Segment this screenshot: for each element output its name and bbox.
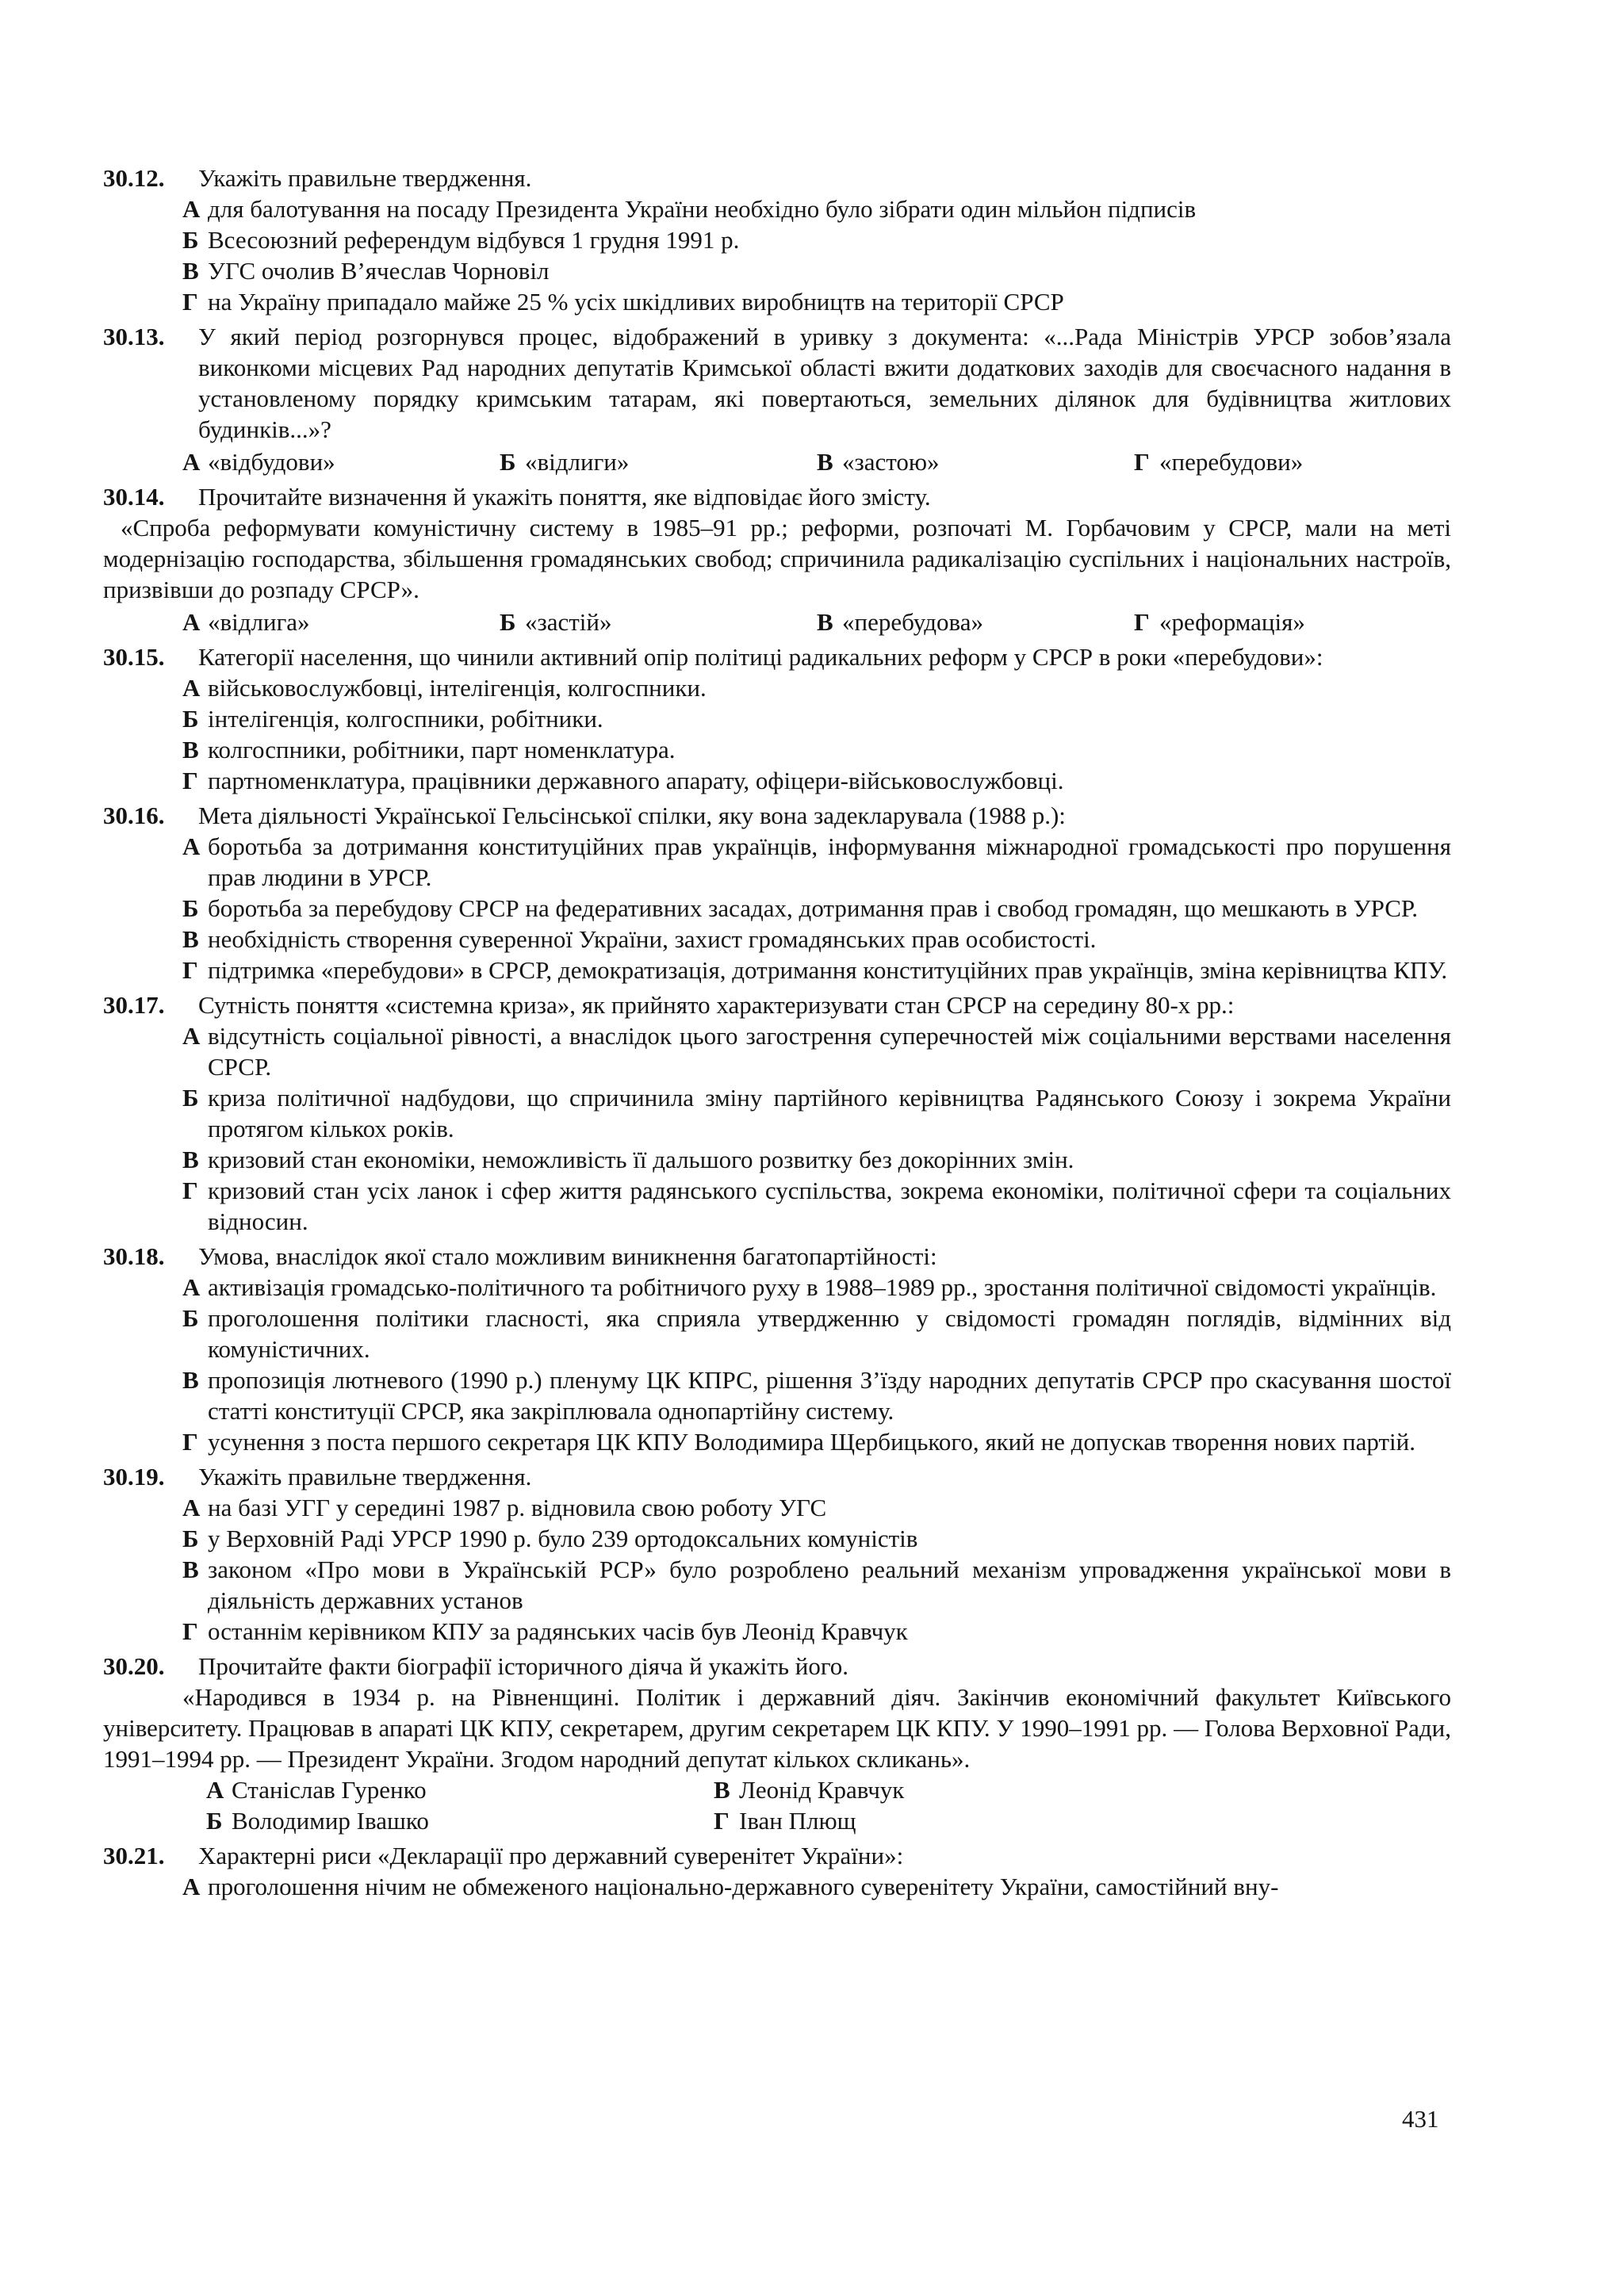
option-text: «застою» xyxy=(842,448,940,476)
question-prompt: Умова, внаслідок якої стало можливим виникнення багатопартійності: xyxy=(198,1242,937,1270)
option-letter: А xyxy=(182,448,201,476)
answer-option[interactable] xyxy=(182,446,500,477)
answer-option[interactable] xyxy=(182,1364,1451,1426)
option-text: «застій» xyxy=(525,608,612,636)
answer-option[interactable] xyxy=(1134,607,1451,637)
answer-options xyxy=(182,1020,1451,1237)
option-text: кризовий стан економіки, неможливість її дальшого розвитку без докорінних змін. xyxy=(208,1146,1074,1173)
answer-option[interactable] xyxy=(500,446,817,477)
option-letter: А xyxy=(182,1273,201,1301)
question-number: 30.16. xyxy=(103,802,165,829)
option-text: проголошення політики гласності, яка сприяла утвердженню у свідомості громадян поглядів, відмінних від комуністичних. xyxy=(208,1304,1451,1363)
option-letter: А xyxy=(182,1494,201,1521)
option-letter: А xyxy=(182,674,201,702)
option-text: «відлига» xyxy=(208,608,310,636)
option-text: для балотування на посаду Президента України необхідно було зібрати один мільйон підписів xyxy=(208,195,1197,223)
option-text: активізація громадсько-політичного та робітничого руху в 1988–1989 рр., зростання політичної свідомості українців. xyxy=(208,1273,1437,1301)
option-letter: Б xyxy=(182,705,199,733)
answer-options xyxy=(182,672,1451,796)
option-letter: Б xyxy=(500,448,516,476)
option-text: Іван Плющ xyxy=(739,1807,856,1835)
answer-options xyxy=(182,1871,1451,1902)
option-letter: Б xyxy=(182,894,199,922)
option-letter: В xyxy=(714,1776,730,1804)
option-letter: Г xyxy=(182,767,198,794)
answer-option[interactable] xyxy=(206,1774,714,1805)
answer-option[interactable] xyxy=(182,1144,1451,1175)
option-letter: Б xyxy=(182,1304,199,1332)
question-prompt: У який період розгорнувся процес, відображений в уривку з документа: «...Рада Міністрів УРСР зобов’язала виконкоми місцевих Рад народних депутатів Кримської області вжити додаткових заходів для своєчасного надання в установленому порядку кримським татарам, які повертаються, земельних ділянок для будівництва житлових будинків...»? xyxy=(198,323,1451,443)
question-30-15 xyxy=(103,641,1451,796)
answer-option[interactable] xyxy=(500,607,817,637)
option-text: кризовий стан усіх ланок і сфер життя радянського суспільства, зокрема економіки, політичної сфери та соціальних відносин. xyxy=(208,1177,1451,1235)
question-30-20 xyxy=(103,1651,1451,1836)
question-number: 30.18. xyxy=(103,1242,165,1270)
option-text: на Україну припадало майже 25 % усіх шкідливих виробництв на території СРСР xyxy=(208,288,1064,316)
answer-option[interactable] xyxy=(182,1426,1451,1457)
answer-option[interactable] xyxy=(182,255,1451,286)
option-letter: В xyxy=(182,925,199,953)
question-number: 30.17. xyxy=(103,991,165,1019)
question-prompt: Характерні риси «Декларації про державний суверенітет України»: xyxy=(198,1842,904,1869)
answer-option[interactable] xyxy=(182,924,1451,955)
option-text: останнім керівником КПУ за радянських часів був Леонід Кравчук xyxy=(208,1617,908,1645)
option-letter: Г xyxy=(182,956,198,984)
option-letter: А xyxy=(182,832,201,860)
answer-option[interactable] xyxy=(182,1020,1451,1082)
option-letter: А xyxy=(182,1873,201,1900)
option-text: Станіслав Гуренко xyxy=(232,1776,427,1804)
option-letter: Г xyxy=(1134,608,1150,636)
option-letter: А xyxy=(182,1022,201,1050)
option-text: підтримка «перебудови» в СРСР, демократизація, дотримання конституційних прав українців, зміна керівництва КПУ. xyxy=(208,956,1448,984)
answer-option[interactable] xyxy=(182,1871,1451,1902)
option-letter: Б xyxy=(182,226,199,254)
option-text: Леонід Кравчук xyxy=(739,1776,905,1804)
option-letter: Г xyxy=(1134,448,1150,476)
option-letter: Г xyxy=(182,1428,198,1456)
option-letter: Б xyxy=(182,1525,199,1552)
answer-option[interactable] xyxy=(182,672,1451,703)
question-number: 30.12. xyxy=(103,164,165,192)
answer-options xyxy=(182,193,1451,317)
option-letter: В xyxy=(182,257,199,285)
answer-option[interactable] xyxy=(182,831,1451,893)
answer-option[interactable] xyxy=(182,1492,1451,1523)
page-number: 431 xyxy=(1402,2105,1439,2133)
answer-option[interactable] xyxy=(182,765,1451,796)
answer-option[interactable] xyxy=(714,1774,1221,1805)
option-text: УГС очолив В’ячеслав Чорновіл xyxy=(208,257,550,285)
answer-option[interactable] xyxy=(182,1082,1451,1144)
option-text: пропозиція лютневого (1990 р.) пленуму ЦК КПРС, рішення З’їзду народних депутатів СРСР про скасування шостої статті конституції СРСР, яка закріплювала однопартійну систему. xyxy=(208,1366,1451,1425)
answer-option[interactable] xyxy=(817,607,1134,637)
option-text: криза політичної надбудови, що спричинила зміну партійного керівництва Радянського Союзу і зокрема України протягом кількох років. xyxy=(208,1084,1451,1142)
option-text: на базі УГГ у середині 1987 р. відновила свою роботу УГС xyxy=(208,1494,827,1521)
answer-options xyxy=(182,607,1451,637)
answer-option[interactable] xyxy=(182,286,1451,317)
answer-option[interactable] xyxy=(182,1272,1451,1303)
option-letter: А xyxy=(206,1776,224,1804)
answer-option[interactable] xyxy=(182,703,1451,734)
option-text: у Верховній Раді УРСР 1990 р. було 239 ортодоксальних комуністів xyxy=(208,1525,918,1552)
option-text: «реформація» xyxy=(1159,608,1305,636)
answer-options xyxy=(182,831,1451,985)
question-30-12 xyxy=(103,163,1451,317)
option-letter: А xyxy=(182,195,201,223)
question-30-13 xyxy=(103,321,1451,477)
answer-options xyxy=(182,1272,1451,1457)
question-prompt: Укажіть правильне твердження. xyxy=(198,164,532,192)
answer-options xyxy=(206,1774,1451,1836)
answer-option[interactable] xyxy=(206,1805,714,1836)
option-letter: В xyxy=(182,736,199,763)
answer-option[interactable] xyxy=(182,1554,1451,1616)
question-number: 30.20. xyxy=(103,1652,165,1680)
option-text: «перебудова» xyxy=(842,608,984,636)
question-number: 30.21. xyxy=(103,1842,165,1869)
answer-option[interactable] xyxy=(817,446,1134,477)
question-prompt: Прочитайте факти біографії історичного діяча й укажіть його. xyxy=(198,1652,849,1680)
option-text: «відлиги» xyxy=(525,448,630,476)
option-text: колгоспники, робітники, парт номенклатура. xyxy=(208,736,676,763)
option-letter: Г xyxy=(182,1617,198,1645)
option-letter: А xyxy=(182,608,201,636)
page-content xyxy=(103,159,1451,1902)
question-number: 30.13. xyxy=(103,323,165,350)
option-text: «перебудови» xyxy=(1159,448,1304,476)
option-letter: Б xyxy=(206,1807,223,1835)
question-number: 30.15. xyxy=(103,643,165,671)
option-text: необхідність створення суверенної України, захист громадянських прав особистості. xyxy=(208,925,1097,953)
answer-option[interactable] xyxy=(182,1616,1451,1647)
answer-options xyxy=(182,446,1451,477)
option-letter: Г xyxy=(714,1807,730,1835)
question-number: 30.19. xyxy=(103,1463,165,1490)
option-text: проголошення нічим не обмеженого національно-державного суверенітету України, самостійний вну- xyxy=(208,1873,1279,1900)
option-text: законом «Про мови в Українській РСР» було розроблено реальний механізм упровадження української мови в діяльність державних установ xyxy=(208,1556,1451,1614)
option-text: інтелігенція, колгоспники, робітники. xyxy=(208,705,603,733)
question-prompt: Укажіть правильне твердження. xyxy=(198,1463,532,1490)
answer-option[interactable] xyxy=(182,734,1451,765)
option-letter: Г xyxy=(182,1177,198,1204)
answer-option[interactable] xyxy=(182,607,500,637)
question-prompt: Сутність поняття «системна криза», як прийнято характеризувати стан СРСР на середину 80-х рр.: xyxy=(198,991,1235,1019)
option-letter: В xyxy=(182,1556,199,1583)
option-letter: В xyxy=(182,1146,199,1173)
definition-quote: «Спроба реформувати комуністичну систему в 1985–91 рр.; реформи, розпочаті М. Горбачовим у СРСР, мали на меті модернізацію господарства, збільшення громадянських свобод; спричинила радикалізацію суспільних і національних настроїв, призвівши до розпаду СРСР». xyxy=(103,514,1451,603)
answer-option[interactable] xyxy=(182,224,1451,255)
answer-option[interactable] xyxy=(182,955,1451,985)
question-number: 30.14. xyxy=(103,483,165,511)
question-30-19 xyxy=(103,1461,1451,1647)
answer-option[interactable] xyxy=(714,1805,1221,1836)
option-text: боротьба за дотримання конституційних прав українців, інформування міжнародної громадськості про порушення прав людини в УРСР. xyxy=(208,832,1451,891)
answer-option[interactable] xyxy=(182,1303,1451,1364)
option-text: відсутність соціальної рівності, а внаслідок цього загострення суперечностей між соціальними верствами населення СРСР. xyxy=(208,1022,1451,1081)
option-text: боротьба за перебудову СРСР на федеративних засадах, дотримання прав і свобод громадян, що мешкають в УРСР. xyxy=(208,894,1419,922)
option-letter: В xyxy=(182,1366,199,1394)
question-prompt: Категорії населення, що чинили активний опір політиці радикальних реформ у СРСР в роки «перебудови»: xyxy=(198,643,1323,671)
option-text: Всесоюзний референдум відбувся 1 грудня 1991 р. xyxy=(208,226,740,254)
question-30-16 xyxy=(103,800,1451,985)
question-30-18 xyxy=(103,1241,1451,1457)
question-30-17 xyxy=(103,989,1451,1237)
option-text: військовослужбовці, інтелігенція, колгоспники. xyxy=(208,674,707,702)
option-text: «відбудови» xyxy=(208,448,335,476)
option-letter: Б xyxy=(500,608,516,636)
option-text: Володимир Івашко xyxy=(232,1807,429,1835)
answer-option[interactable] xyxy=(182,893,1451,924)
question-30-21 xyxy=(103,1840,1451,1902)
question-prompt: Прочитайте визначення й укажіть поняття, яке відповідає його змісту. xyxy=(198,483,931,511)
answer-option[interactable] xyxy=(182,1175,1451,1237)
option-text: партноменклатура, працівники державного апарату, офіцери-військовослужбовці. xyxy=(208,767,1064,794)
question-30-14 xyxy=(103,481,1451,637)
answer-options xyxy=(182,1492,1451,1647)
option-text: усунення з поста першого секретаря ЦК КПУ Володимира Щербицького, який не допускав творення нових партій. xyxy=(208,1428,1415,1456)
answer-option[interactable] xyxy=(1134,446,1451,477)
option-letter: В xyxy=(817,448,833,476)
answer-option[interactable] xyxy=(182,193,1451,224)
option-letter: Г xyxy=(182,288,198,316)
option-letter: В xyxy=(817,608,833,636)
biography-quote: «Народився в 1934 р. на Рівненщині. Політик і державний діяч. Закінчив економічний факультет Київського університету. Працював в апараті ЦК КПУ, секретарем, другим секретарем ЦК КПУ. У 1990–1991 рр. — Голова Верховної Ради, 1991–1994 рр. — Президент України. Згодом народний депутат кількох скликань». xyxy=(103,1683,1451,1773)
question-prompt: Мета діяльності Української Гельсінської спілки, яку вона задекларувала (1988 р.): xyxy=(198,802,1066,829)
option-letter: Б xyxy=(182,1084,199,1112)
answer-option[interactable] xyxy=(182,1523,1451,1554)
